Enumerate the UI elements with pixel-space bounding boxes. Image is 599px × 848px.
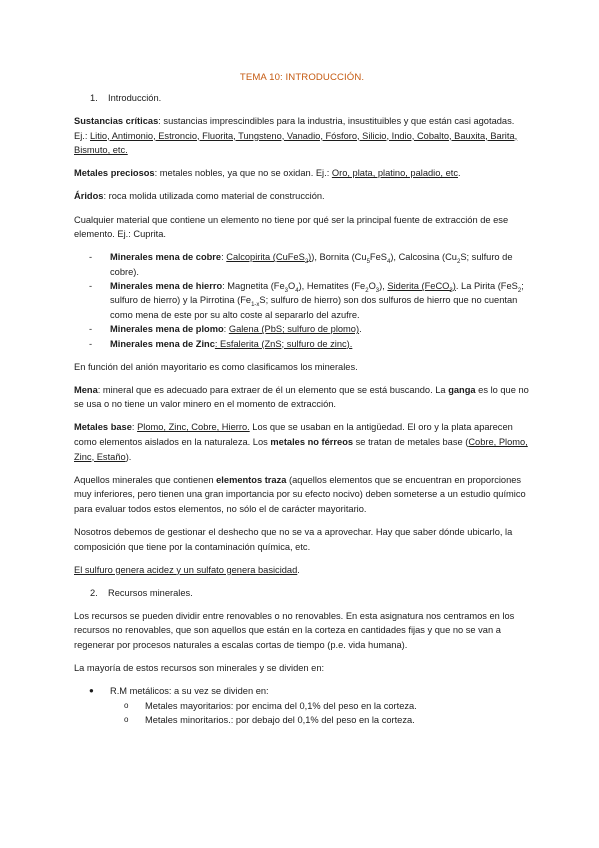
- section-number: 1.: [90, 93, 98, 103]
- list-item-cobre: [74, 250, 530, 279]
- subscript: 2: [517, 287, 522, 294]
- dash-marker: -: [89, 324, 93, 335]
- list-item-text: [110, 279, 530, 322]
- paragraph-sustancias-criticas: [74, 114, 530, 158]
- text: : Magnetita (Fe: [222, 281, 285, 292]
- dash-marker: -: [89, 252, 93, 263]
- text: .: [457, 168, 461, 179]
- subscript: 2: [365, 287, 369, 294]
- text: ).: [125, 451, 132, 462]
- sub-bullet-marker: o: [124, 700, 129, 710]
- dash-marker: -: [89, 338, 93, 349]
- text: (aquellos elementos que se encuentran en proporciones muy inferiores, pero tienen una gran importancia por su efecto nocivo) deben someterse a un estudio químico para evaluar todos estos elementos, no sólo el de carácter mayoritario.: [74, 474, 526, 514]
- subscript: 2: [304, 259, 309, 266]
- paragraph-anion: En función del anión mayoritario es como clasificamos los minerales.: [74, 361, 358, 372]
- list-item-metalicos: [74, 684, 530, 699]
- paragraph-cuprita: Cualquier material que contiene un elemento no tiene por qué ser la principal fuente de extracción de ese elemento. Ej.: Cuprita.: [74, 214, 509, 240]
- term: ganga: [448, 384, 476, 395]
- term: Mena: [74, 384, 98, 395]
- example-list: Litio, Antimonio, Estroncio, Fluorita, Tungsteno, Vanadio, Fósforo, Silicio, Indio, Cobalto, Bauxita, Barita, Bismuto, etc.: [74, 130, 518, 156]
- term: Minerales mena de plomo: [110, 324, 224, 335]
- example-list: Oro, plata, platino, paladio, etc: [331, 168, 458, 179]
- dash-marker: -: [89, 281, 93, 292]
- text: ), Calcosina (Cu: [390, 252, 457, 263]
- list-item-text: [110, 337, 530, 351]
- paragraph-mayoria: La mayoría de estos recursos son minerales y se dividen en:: [74, 663, 325, 674]
- mineral-name: Calcopirita (CuFeS$_2$): [226, 252, 312, 266]
- text: ; sulfuro de hierro) y la Pirrotina (Fe: [110, 281, 524, 306]
- text: ),: [379, 281, 388, 292]
- underlined-statement: El sulfuro genera acidez y un sulfato genera basicidad: [74, 564, 298, 575]
- section-label: Introducción.: [108, 93, 162, 103]
- text: S; sulfuro de hierro) son dos sulfuros de hierro que no cuentan como mena de este por su alto coste al separarlo del azufre.: [110, 295, 518, 320]
- mineral-name: : Esfalerita (ZnS; sulfuro de zinc).: [214, 338, 353, 349]
- example-list: Plomo, Zinc, Cobre, Hierro.: [137, 422, 250, 433]
- resources-list: [74, 684, 530, 699]
- subscript: 4: [295, 287, 299, 294]
- metals-sublist: [74, 699, 530, 728]
- term: Minerales mena de cobre: [110, 252, 222, 263]
- term: Metales preciosos: [74, 168, 155, 179]
- text: FeS: [369, 252, 387, 263]
- paragraph-elementos-traza: [74, 473, 530, 517]
- text: Aquellos minerales que contienen: [74, 474, 217, 485]
- text: se tratan de metales base (: [353, 436, 469, 447]
- subscript: 3: [284, 287, 288, 294]
- subscript: 2: [456, 259, 461, 266]
- term: Minerales mena de hierro: [110, 281, 223, 292]
- paragraph-sulfuro: [74, 563, 530, 578]
- text: ): [452, 281, 456, 292]
- section-heading-2: [74, 586, 530, 601]
- term: Metales base: [74, 422, 132, 433]
- document-title: TEMA 10: INTRODUCCIÓN.: [239, 72, 365, 83]
- sublist-item-text: Metales mayoritarios: por encima del 0,1% del peso en la corteza.: [145, 700, 417, 711]
- list-item-hierro: [74, 279, 530, 322]
- text: ), Bornita (Cu: [311, 252, 367, 263]
- sub-bullet-marker: o: [124, 715, 129, 725]
- text: : roca molida utilizada como material de construcción.: [103, 191, 325, 202]
- text: : sustancias imprescindibles para la industria, insustituibles y que están casi agotadas. Ej.:: [74, 116, 515, 141]
- term: elementos traza: [216, 474, 287, 485]
- bullet-marker: ●: [89, 686, 94, 696]
- mineral-name: Galena (PbS; sulfuro de plomo): [228, 324, 360, 335]
- text: O: [288, 281, 296, 292]
- mineral-name: [387, 281, 456, 294]
- text: Siderita (FeCO: [387, 281, 450, 292]
- list-item-text: Minerales mena de cobre: Calcopirita (CuFeS$_2$)), Bornita $(Cu_5FeS_4)$, Calcosina ($Cu_2S$; sulfuro de cobre).: [110, 252, 513, 277]
- paragraph-recursos: Los recursos se pueden dividir entre renovables o no renovables. En esta asignatura nos centramos en los recursos no renovables, que son aquellos que están en la corteza en cantidades fijas y que no se van a regenerar por procesos naturales a escalas cortas de tiempo (p.e. vida humana).: [74, 610, 515, 650]
- section-heading-1: [74, 91, 530, 106]
- paragraph-mena: [74, 383, 530, 412]
- text: Los que se usaban en la antigüedad. El oro y la plata aparecen como elementos aislados en la naturaleza. Los: [74, 422, 513, 447]
- document-body: [74, 72, 530, 728]
- subscript: 3: [375, 287, 380, 294]
- text: ), Hematites (Fe: [298, 281, 366, 292]
- text: :: [131, 422, 138, 433]
- list-item-text: [110, 322, 530, 336]
- text: .: [297, 564, 300, 575]
- text: .: [359, 324, 362, 335]
- subscript: 3: [449, 287, 453, 294]
- paragraph-deshecho: Nosotros debemos de gestionar el deshecho que no se va a aprovechar. Hay que saber dónde ubicarlo, la composición que tiene por la contaminación química, etc.: [74, 526, 513, 552]
- paragraph-metales-preciosos: [74, 166, 530, 181]
- text: :: [223, 324, 229, 335]
- text: es lo que no se usa o no tiene un valor minero en el momento de extracción.: [74, 384, 529, 410]
- text: : mineral que es adecuado para extraer de él un elemento que se está buscando. La: [97, 384, 449, 395]
- list-item-plomo: [74, 322, 530, 336]
- text: S; sulfuro de cobre).: [110, 252, 513, 277]
- sublist-item-mayoritarios: [74, 699, 530, 714]
- text: O: [368, 281, 376, 292]
- section-number: 2.: [90, 587, 98, 598]
- list-item-text: R.M metálicos: a su vez se dividen en:: [110, 686, 269, 697]
- term: metales no férreos: [270, 436, 354, 447]
- term: Áridos: [74, 191, 104, 202]
- paragraph-aridos: [74, 189, 530, 204]
- term: Minerales mena de Zinc: [110, 338, 215, 349]
- text: : metales nobles, ya que no se oxidan. Ej.:: [154, 168, 332, 179]
- list-item-zinc: [74, 337, 530, 351]
- sublist-item-text: Metales minoritarios.: por debajo del 0,1% del peso en la corteza.: [145, 715, 415, 726]
- section-label: Recursos minerales.: [108, 587, 193, 598]
- text: . La Pirita (FeS: [455, 281, 518, 292]
- sublist-item-minoritarios: [74, 713, 530, 728]
- minerals-list: [74, 250, 530, 351]
- text: Calcopirita (CuFeS: [226, 252, 305, 263]
- paragraph-metales-base: [74, 420, 530, 464]
- subscript: 5: [366, 259, 370, 266]
- subscript: 4: [386, 259, 391, 266]
- example-list: Cobre, Plomo, Zinc, Estaño: [74, 436, 528, 462]
- subscript: 1-x: [251, 302, 260, 309]
- term: Sustancias críticas: [74, 116, 159, 127]
